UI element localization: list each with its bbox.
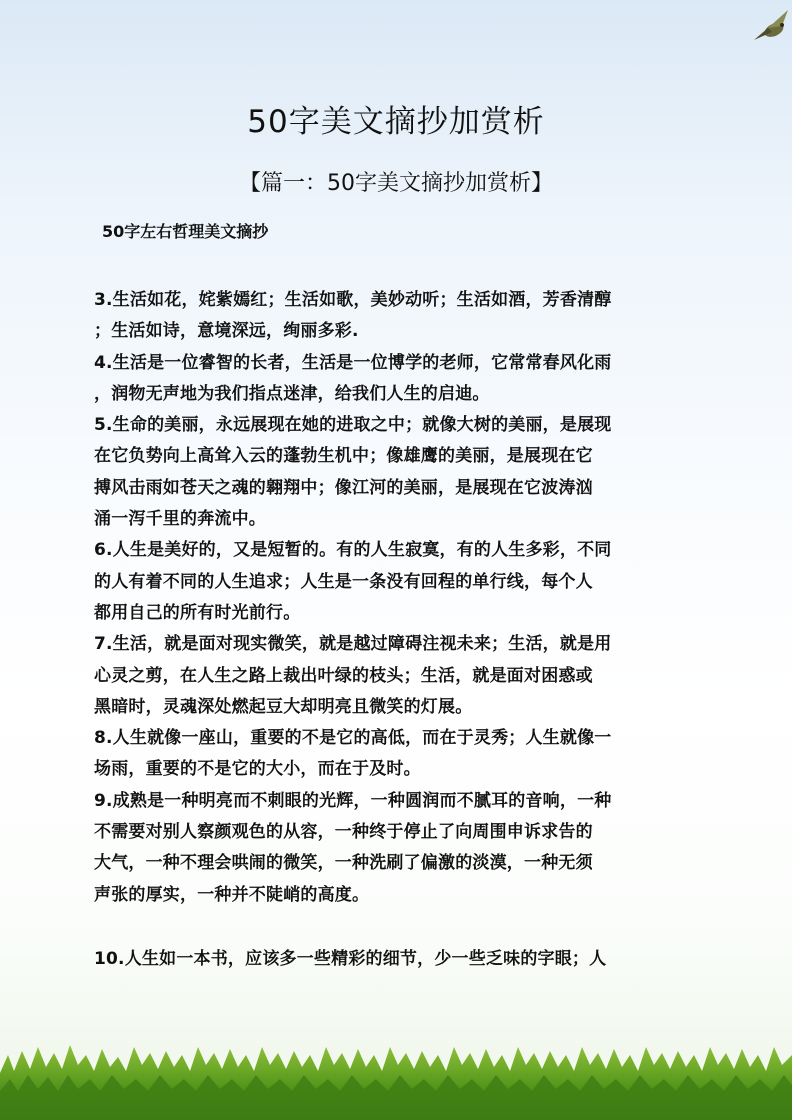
section-heading: 50字左右哲理美文摘抄 [102,222,269,241]
document-subtitle: 【篇一：50字美文摘抄加赏析】 [239,171,553,196]
grass-decoration-icon [0,1025,792,1120]
paragraph-3: 3.生活如花，姹紫嫣红；生活如歌，美妙动听；生活如酒，芳香清醇 ；生活如诗，意境深远，绚丽多彩. [94,290,612,342]
paragraph-9: 9.成熟是一种明亮而不刺眼的光辉，一种圆润而不腻耳的音响，一种 不需要对别人察颜观色的从容，一种终于停止了向周围申诉求告的 大气，一种不理会哄闹的微笑，一种洗刷了偏激的淡漠，一种无须 声张的厚实，一种并不陡峭的高度。 [94,790,612,905]
content-body [94,285,704,975]
document-title: 50字美文摘抄加赏析 [247,104,545,140]
paragraph-4: 4.生活是一位睿智的长者，生活是一位博学的老师，它常常春风化雨 ，润物无声地为我们指点迷津，给我们人生的启迪。 [94,352,612,404]
paragraph-6: 6.人生是美好的，又是短暂的。有的人生寂寞，有的人生多彩，不同 的人有着不同的人生追求；人生是一条没有回程的单行线，每个人 都用自己的所有时光前行。 [94,540,612,623]
bird-decoration-icon [748,6,792,46]
paragraph-8: 8.人生就像一座山，重要的不是它的高低，而在于灵秀；人生就像一 场雨，重要的不是它的大小，而在于及时。 [94,728,612,780]
paragraph-7: 7.生活，就是面对现实微笑，就是越过障碍注视未来；生活，就是用 心灵之剪，在人生之路上裁出叶绿的枝头；生活，就是面对困惑或 黑暗时，灵魂深处燃起豆大却明亮且微笑的灯展。 [94,634,612,717]
paragraph-5: 5.生命的美丽，永远展现在她的进取之中；就像大树的美丽，是展现 在它负势向上高耸入云的蓬勃生机中；像雄鹰的美丽，是展现在它 搏风击雨如苍天之魂的翱翔中；像江河的美丽，是展现在它波涛汹 涌一泻千里的奔流中。 [94,415,612,530]
paragraph-10: 10.人生如一本书，应该多一些精彩的细节，少一些乏味的字眼；人 [94,948,607,969]
